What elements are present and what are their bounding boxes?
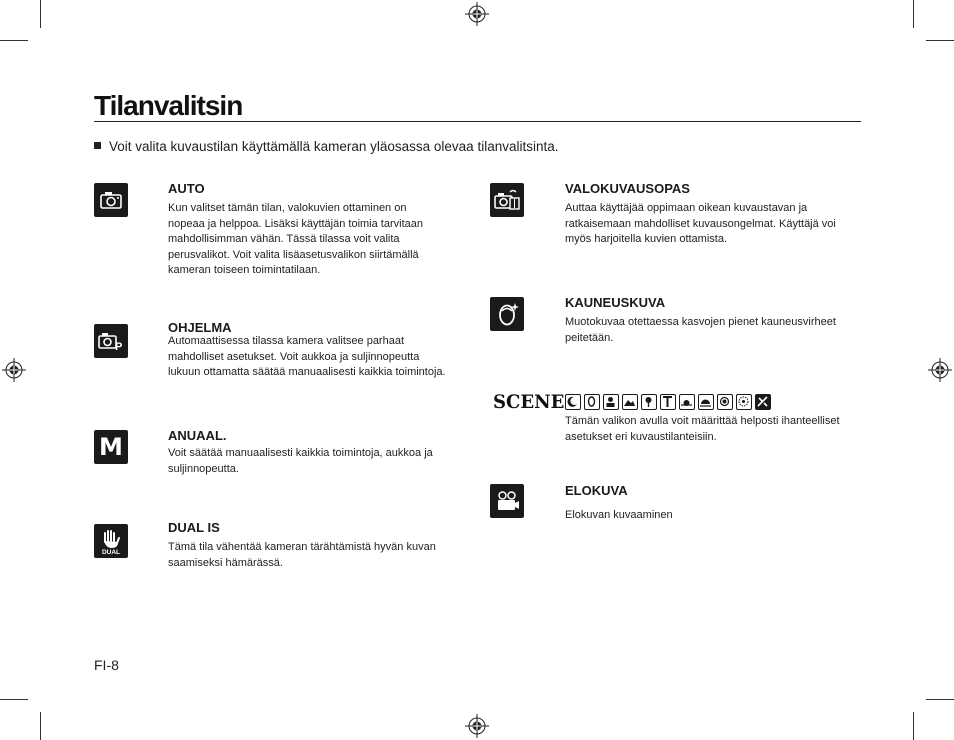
registration-mark-icon xyxy=(465,2,489,26)
desc-line: lukuun ottamatta säätää manuaalisesti kaikkia toimintoja. xyxy=(168,366,446,378)
elokuva-heading: ELOKUVA xyxy=(565,483,628,498)
desc-line: suljinnopeutta. xyxy=(168,462,239,475)
crop-mark xyxy=(913,712,914,740)
movie-icon xyxy=(490,484,524,518)
kauneuskuva-description xyxy=(565,315,836,346)
title-divider xyxy=(94,121,861,122)
registration-mark-icon xyxy=(928,358,952,382)
sunset-icon xyxy=(679,394,695,410)
desc-line: myös harjoitella kuvien ottamista. xyxy=(565,233,728,245)
beauty-shot-icon xyxy=(490,297,524,331)
text-icon xyxy=(660,394,676,410)
dawn-icon xyxy=(698,394,714,410)
ohjelma-description xyxy=(168,334,446,381)
desc-line: Elokuvan kuvaaminen xyxy=(565,509,673,521)
valokuvausopas-description xyxy=(565,201,836,248)
desc-line: mahdolliset asetukset. Voit aukkoa ja suljinnopeutta xyxy=(168,350,420,363)
page-title: Tilanvalitsin xyxy=(94,90,243,121)
crop-mark xyxy=(40,712,41,740)
scene-description xyxy=(565,414,840,445)
anuaal-description xyxy=(168,446,433,477)
portrait-icon xyxy=(584,394,600,410)
page-number: FI-8 xyxy=(94,657,119,673)
registration-mark-icon xyxy=(2,358,26,382)
svg-text:P: P xyxy=(115,341,123,353)
fireworks-icon xyxy=(736,394,752,410)
desc-line: mahdollisimman vähän. Tässä tilassa voit valita xyxy=(168,233,400,245)
closeup-icon xyxy=(641,394,657,410)
night-icon xyxy=(565,394,581,410)
intro-sentence: Voit valita kuvaustilan käyttämällä kameran yläosassa olevaa tilanvalitsinta. xyxy=(109,139,559,154)
desc-line: Kun valitset tämän tilan, valokuvien ottaminen on xyxy=(168,202,407,214)
dual-is-heading: DUAL IS xyxy=(168,520,220,535)
dual-is-description xyxy=(168,540,436,571)
valokuvausopas-heading: VALOKUVAUSOPAS xyxy=(565,181,690,196)
camera-program-icon xyxy=(94,324,128,358)
desc-line: Tämä tila vähentää kameran tärähtämistä hyvän kuvan xyxy=(168,541,436,553)
landscape-icon xyxy=(622,394,638,410)
desc-line: Auttaa käyttäjää oppimaan oikean kuvaustavan ja xyxy=(565,202,808,214)
kauneuskuva-heading: KAUNEUSKUVA xyxy=(565,295,666,310)
desc-line: Voit säätää manuaalisesti kaikkia toimintoja, aukkoa ja xyxy=(168,447,433,459)
crop-mark xyxy=(40,0,41,28)
photo-guide-icon xyxy=(490,183,524,217)
scene-icon-row xyxy=(565,394,771,410)
backlight-icon xyxy=(717,394,733,410)
intro-text xyxy=(94,139,558,154)
crop-mark xyxy=(913,0,914,28)
manual-mode-icon xyxy=(94,430,128,464)
desc-line: peitetään. xyxy=(565,331,614,344)
anuaal-heading: ANUAAL. xyxy=(168,428,227,443)
scene-label: SCENE xyxy=(493,391,565,413)
desc-line: Tämän valikon avulla voit määrittää helposti ihanteelliset xyxy=(565,415,840,427)
crop-mark xyxy=(926,699,954,700)
desc-line: nopeaa ja helppoa. Lisäksi käyttäjän toimia tarvitaan xyxy=(168,217,423,230)
auto-heading: AUTO xyxy=(168,181,205,196)
dual-is-icon xyxy=(94,524,128,558)
desc-line: saamiseksi hämärässä. xyxy=(168,556,283,569)
desc-line: asetukset eri kuvaustilanteisiin. xyxy=(565,430,717,443)
desc-line: Muotokuvaa otettaessa kasvojen pienet kauneusvirheet xyxy=(565,316,836,328)
registration-mark-icon xyxy=(465,714,489,738)
dual-label: DUAL xyxy=(101,549,121,556)
ohjelma-heading: OHJELMA xyxy=(168,320,232,335)
children-icon xyxy=(603,394,619,410)
auto-description xyxy=(168,201,423,279)
crop-mark xyxy=(0,40,28,41)
desc-line: ratkaisemaan mahdolliset kuvausongelmat. Käyttäjä voi xyxy=(565,217,836,230)
crop-mark xyxy=(926,40,954,41)
desc-line: perusvalikot. Voit valita lisäasetusvalikon siirtämällä xyxy=(168,248,419,261)
desc-line: Automaattisessa tilassa kamera valitsee parhaat xyxy=(168,335,405,347)
camera-auto-icon xyxy=(94,183,128,217)
manual-mode-letter: M xyxy=(99,433,123,461)
elokuva-description xyxy=(565,508,673,524)
beach-snow-icon xyxy=(755,394,771,410)
crop-mark xyxy=(0,699,28,700)
bullet-square-icon xyxy=(94,142,101,149)
desc-line: kameran toiseen toimintatilaan. xyxy=(168,264,321,276)
